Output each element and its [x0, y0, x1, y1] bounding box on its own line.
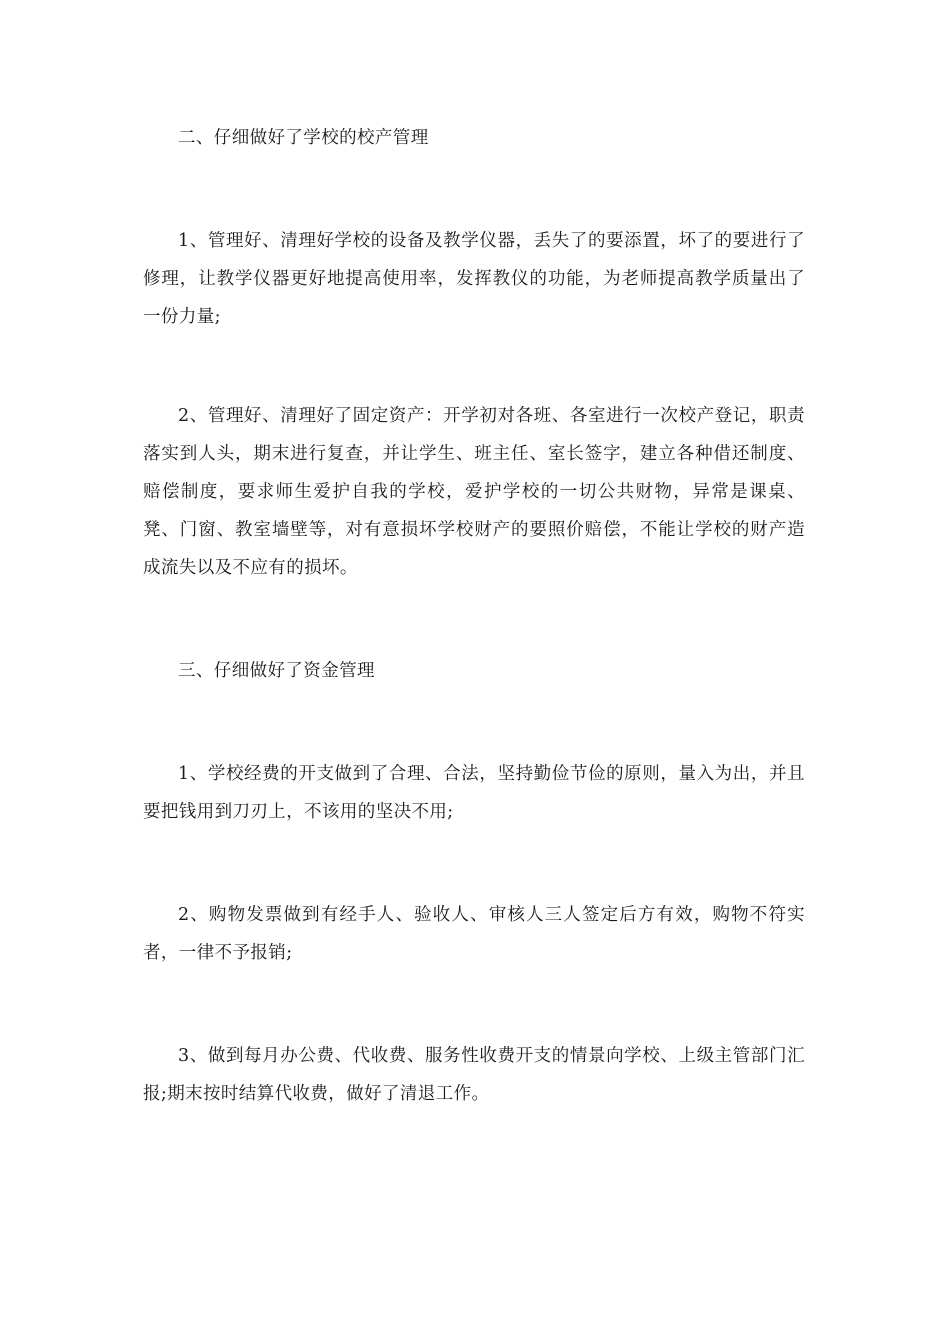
section-heading-2: 二、仔细做好了学校的校产管理	[178, 128, 429, 148]
section-2-paragraph-2: 2、管理好、清理好了固定资产：开学初对各班、各室进行一次校产登记，职责落实到人头，期末进行复查，并让学生、班主任、室长签字，建立各种借还制度、赔偿制度，要求师生爱护自我的学校，爱护学校的一切公共财物，异常是课桌、凳、门窗、教室墙壁等，对有意损坏学校财产的要照价赔偿，不能让学校的财产造成流失以及不应有的损坏。	[143, 406, 805, 578]
section-heading-3: 三、仔细做好了资金管理	[178, 661, 375, 681]
section-3-paragraph-1: 1、学校经费的开支做到了合理、合法，坚持勤俭节俭的原则，量入为出，并且要把钱用到刀刃上，不该用的坚决不用;	[143, 764, 805, 822]
section-2-paragraph-1: 1、管理好、清理好学校的设备及教学仪器，丢失了的要添置，坏了的要进行了修理，让教学仪器更好地提高使用率，发挥教仪的功能，为老师提高教学质量出了一份力量;	[143, 231, 805, 327]
section-3-paragraph-2: 2、购物发票做到有经手人、验收人、审核人三人签定后方有效，购物不符实者，一律不予报销;	[143, 905, 805, 963]
section-3-paragraph-3: 3、做到每月办公费、代收费、服务性收费开支的情景向学校、上级主管部门汇报;期末按时结算代收费，做好了清退工作。	[143, 1046, 805, 1104]
